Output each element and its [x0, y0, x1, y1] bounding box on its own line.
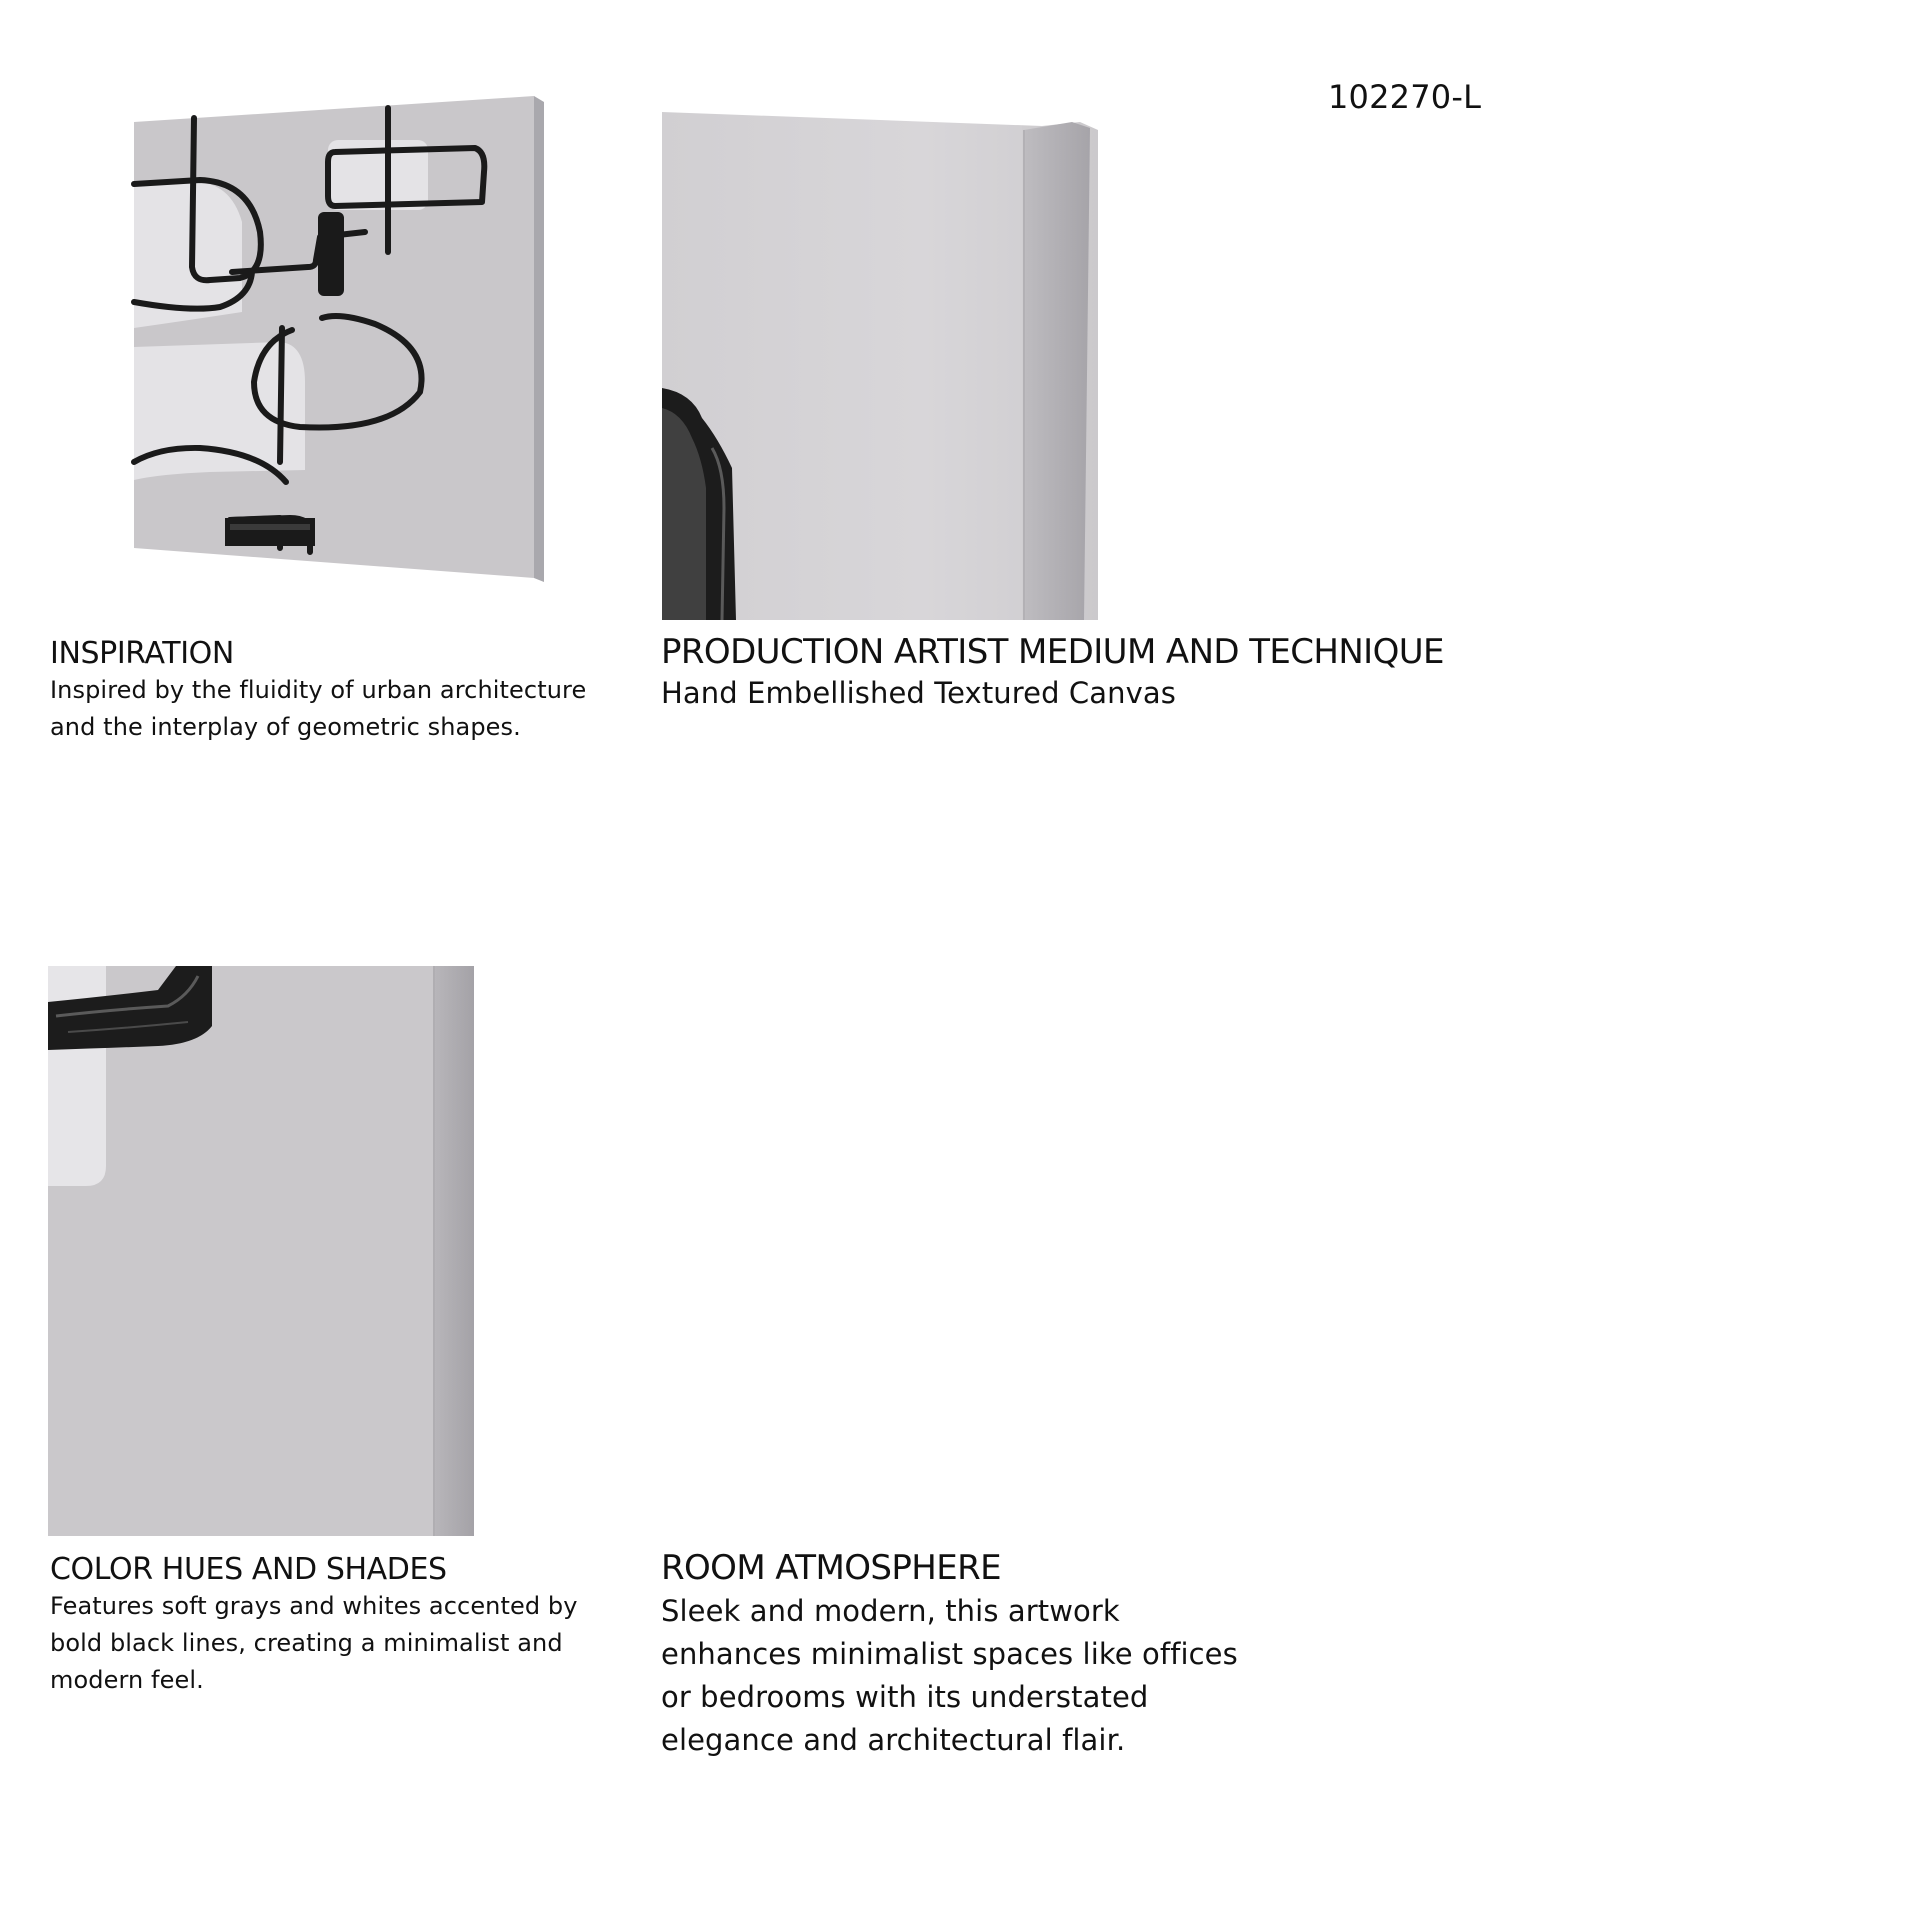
production-text-line: Hand Embellished Textured Canvas: [661, 676, 1176, 710]
inspiration-text-line: and the interplay of geometric shapes.: [50, 713, 521, 741]
canvas-corner-closeup-photo: [662, 108, 1184, 624]
inspiration-heading: INSPIRATION: [50, 636, 234, 671]
room-atmosphere-text: [661, 1590, 1241, 1762]
color-text-line: modern feel.: [50, 1666, 204, 1694]
production-text: [661, 672, 1561, 715]
color-text-line: bold black lines, creating a minimalist and: [50, 1629, 563, 1657]
room-text-line: or bedrooms with its understated: [661, 1680, 1149, 1714]
room-text-line: enhances minimalist spaces like offices: [661, 1637, 1238, 1671]
color-heading: COLOR HUES AND SHADES: [50, 1552, 447, 1587]
room-text-line: elegance and architectural flair.: [661, 1723, 1126, 1757]
product-code: 102270-L: [1328, 78, 1482, 116]
production-heading: PRODUCTION ARTIST MEDIUM AND TECHNIQUE: [661, 632, 1444, 672]
inspiration-text-line: Inspired by the fluidity of urban architecture: [50, 676, 587, 704]
color-text-line: Features soft grays and whites accented by: [50, 1592, 578, 1620]
room-atmosphere-heading: ROOM ATMOSPHERE: [661, 1548, 1002, 1588]
color-text: [50, 1588, 640, 1699]
inspiration-text: [50, 672, 640, 746]
canvas-detail-photo: [48, 966, 474, 1536]
room-text-line: Sleek and modern, this artwork: [661, 1594, 1120, 1628]
artwork-angled-photo: [130, 92, 548, 582]
